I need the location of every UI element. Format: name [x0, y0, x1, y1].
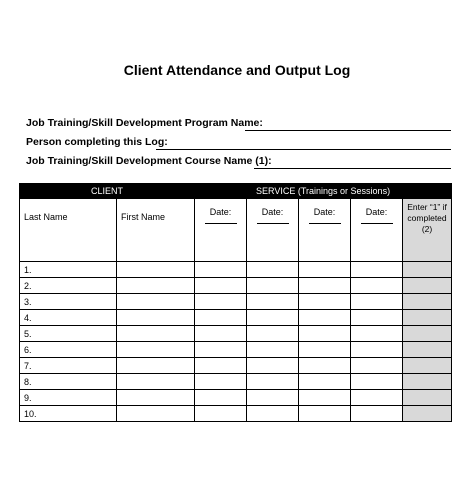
- row-number: 10.: [24, 408, 37, 419]
- date-cell-4[interactable]: [351, 374, 403, 390]
- completion-cell[interactable]: [403, 262, 452, 278]
- date-cell-3[interactable]: [299, 390, 351, 406]
- date-cell-4[interactable]: [351, 278, 403, 294]
- table-row: [20, 374, 452, 390]
- last-name-cell[interactable]: [20, 406, 117, 422]
- date-cell-4[interactable]: [351, 294, 403, 310]
- date-cell-3[interactable]: [299, 278, 351, 294]
- completion-cell[interactable]: [403, 278, 452, 294]
- date-header-2[interactable]: Date:: [247, 199, 299, 262]
- row-number: 7.: [24, 360, 32, 371]
- date-cell-4[interactable]: [351, 262, 403, 278]
- program-name-label: Job Training/Skill Development Program Name:: [26, 117, 263, 129]
- course-name-field[interactable]: [254, 168, 451, 169]
- date-cell-1[interactable]: [195, 262, 247, 278]
- date-cell-1[interactable]: [195, 374, 247, 390]
- date-cell-4[interactable]: [351, 326, 403, 342]
- date-cell-1[interactable]: [195, 310, 247, 326]
- row-number: 9.: [24, 392, 32, 403]
- date-cell-1[interactable]: [195, 326, 247, 342]
- date-cell-4[interactable]: [351, 358, 403, 374]
- date-cell-3[interactable]: [299, 374, 351, 390]
- date-cell-1[interactable]: [195, 358, 247, 374]
- date-cell-3[interactable]: [299, 358, 351, 374]
- person-completing-field[interactable]: [156, 149, 451, 150]
- completion-cell[interactable]: [403, 358, 452, 374]
- page-title: Client Attendance and Output Log: [123, 62, 351, 78]
- first-name-cell[interactable]: [117, 358, 195, 374]
- row-number: 8.: [24, 376, 32, 387]
- date-cell-2[interactable]: [247, 278, 299, 294]
- date-cell-3[interactable]: [299, 262, 351, 278]
- first-name-cell[interactable]: [117, 262, 195, 278]
- first-name-cell[interactable]: [117, 326, 195, 342]
- last-name-cell[interactable]: [20, 326, 117, 342]
- last-name-cell[interactable]: [20, 262, 117, 278]
- table-row: [20, 326, 452, 342]
- date-cell-4[interactable]: [351, 342, 403, 358]
- date-cell-2[interactable]: [247, 358, 299, 374]
- table-row: [20, 390, 452, 406]
- date-header-3[interactable]: Date:: [299, 199, 351, 262]
- date-header-4[interactable]: Date:: [351, 199, 403, 262]
- first-name-cell[interactable]: [117, 374, 195, 390]
- row-number: 4.: [24, 312, 32, 323]
- row-number: 6.: [24, 344, 32, 355]
- first-name-cell[interactable]: [117, 278, 195, 294]
- date-cell-1[interactable]: [195, 342, 247, 358]
- program-name-field[interactable]: [245, 130, 451, 131]
- attendance-table: [19, 183, 452, 422]
- row-number: 5.: [24, 328, 32, 339]
- completion-cell[interactable]: [403, 294, 452, 310]
- date-cell-3[interactable]: [299, 342, 351, 358]
- last-name-cell[interactable]: [20, 358, 117, 374]
- table-row: [20, 294, 452, 310]
- table-row: [20, 358, 452, 374]
- completion-cell[interactable]: [403, 310, 452, 326]
- service-group-header: SERVICE (Trainings or Sessions): [195, 184, 452, 199]
- date-cell-2[interactable]: [247, 390, 299, 406]
- date-cell-3[interactable]: [299, 406, 351, 422]
- first-name-cell[interactable]: [117, 406, 195, 422]
- client-group-header: CLIENT: [20, 184, 195, 199]
- date-cell-2[interactable]: [247, 294, 299, 310]
- table-row: [20, 278, 452, 294]
- last-name-header: Last Name: [20, 199, 117, 262]
- table-row: [20, 342, 452, 358]
- last-name-cell[interactable]: [20, 294, 117, 310]
- first-name-cell[interactable]: [117, 342, 195, 358]
- date-cell-1[interactable]: [195, 390, 247, 406]
- completion-cell[interactable]: [403, 342, 452, 358]
- date-cell-2[interactable]: [247, 326, 299, 342]
- course-name-label: Job Training/Skill Development Course Name (1):: [26, 155, 272, 167]
- last-name-cell[interactable]: [20, 342, 117, 358]
- completion-cell[interactable]: [403, 374, 452, 390]
- date-cell-1[interactable]: [195, 406, 247, 422]
- date-cell-1[interactable]: [195, 294, 247, 310]
- last-name-cell[interactable]: [20, 374, 117, 390]
- date-header-1[interactable]: Date:: [195, 199, 247, 262]
- date-cell-2[interactable]: [247, 406, 299, 422]
- table-row: [20, 406, 452, 422]
- first-name-cell[interactable]: [117, 310, 195, 326]
- date-cell-4[interactable]: [351, 390, 403, 406]
- person-completing-label: Person completing this Log:: [26, 136, 168, 148]
- first-name-cell[interactable]: [117, 294, 195, 310]
- completion-header: Enter “1” if completed (2): [403, 199, 452, 262]
- table-row: [20, 310, 452, 326]
- last-name-cell[interactable]: [20, 390, 117, 406]
- attendance-table-body: [20, 262, 452, 422]
- last-name-cell[interactable]: [20, 278, 117, 294]
- date-cell-1[interactable]: [195, 278, 247, 294]
- completion-cell[interactable]: [403, 326, 452, 342]
- date-cell-2[interactable]: [247, 342, 299, 358]
- row-number: 2.: [24, 280, 32, 291]
- date-cell-3[interactable]: [299, 310, 351, 326]
- first-name-cell[interactable]: [117, 390, 195, 406]
- date-cell-2[interactable]: [247, 310, 299, 326]
- date-cell-4[interactable]: [351, 310, 403, 326]
- completion-cell[interactable]: [403, 406, 452, 422]
- completion-cell[interactable]: [403, 390, 452, 406]
- date-cell-3[interactable]: [299, 294, 351, 310]
- date-cell-3[interactable]: [299, 326, 351, 342]
- date-cell-2[interactable]: [247, 374, 299, 390]
- row-number: 1.: [24, 264, 32, 275]
- row-number: 3.: [24, 296, 32, 307]
- table-row: [20, 262, 452, 278]
- date-cell-4[interactable]: [351, 406, 403, 422]
- last-name-cell[interactable]: [20, 310, 117, 326]
- date-cell-2[interactable]: [247, 262, 299, 278]
- first-name-header: First Name: [117, 199, 195, 262]
